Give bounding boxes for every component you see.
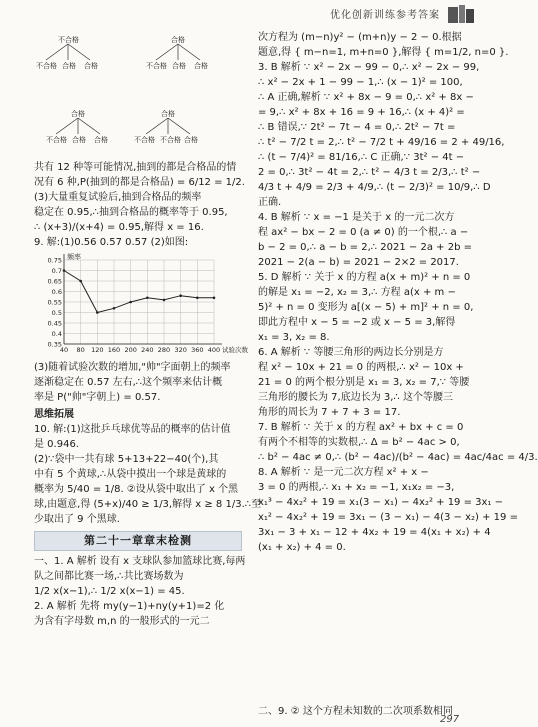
text-line: 题意,得 { m−n=1, m+n=0 },解得 { m=1/2, n=0 }. (258, 47, 509, 58)
text-line: ∴ (t − 7/4)² = 81/16,∴ C 正确,∵ 3t² − 4t − (258, 152, 465, 163)
book-logo-icon (446, 3, 476, 25)
y-tick-label: 0.35 (47, 340, 62, 349)
text-line: 一、1. A 解析 设有 x 支球队参加篮球比赛,每两 (34, 556, 246, 567)
text-line: 是 0.946. (34, 439, 79, 450)
text-line: 7. B 解析 ∵ 关于 x 的方程 ax² + bx + c = 0 (258, 422, 464, 433)
text-line: 率是 P("帅"字朝上) = 0.57. (34, 392, 161, 403)
tree-lines-2 (34, 108, 242, 160)
text-line: 的解是 x₁ = −2, x₂ = 3,∴ 方程 a(x + m − (258, 287, 456, 298)
text-line: 为含有字母数 m,n 的一般形式的一元二 (34, 616, 210, 627)
text-line: 中有 5 个黄球,∴从袋中摸出一个球是黄球的 (34, 469, 227, 480)
text-line: 4/3 t + 4/9 = 2/3 + 4/9,∴ (t − 2/3)² = 10/9,∴ D (258, 182, 491, 193)
tree2-child2: 合格 (172, 62, 186, 70)
section-heading: 思维拓展 (34, 409, 74, 420)
text-line: ∴ x² − 2x + 1 − 99 − 1,∴ (x − 1)² = 100, (258, 77, 463, 88)
text-line: (2)∵袋中一共有球 5+13+22−40(个),其 (34, 454, 219, 465)
data-point (163, 299, 166, 302)
text-line: 正确. (258, 197, 282, 208)
data-point (196, 297, 199, 300)
text-line: 3. B 解析 ∵ x² − 2x − 99 − 0,∴ x² − 2x − 99, (258, 62, 480, 73)
problem-9: 9. 解:(1)0.56 0.57 0.57 (2)如图: (34, 237, 189, 248)
text-line: 6. A 解析 ∵ 等腰三角形的两边长分别是方 (258, 347, 444, 358)
text-line: 次方程为 (m−n)y² − (m+n)y − 2 − 0.根据 (258, 32, 462, 43)
data-point (129, 301, 132, 304)
footer-line: 二、9. ② 这个方程未知数的二次项系数相同 (258, 706, 453, 717)
x-tick-label: 120 (91, 346, 104, 354)
problem-10: 10. 解:(1)这批乒乓球优等品的概率的估计值 (34, 424, 231, 435)
y-tick-label: 0.65 (47, 277, 62, 286)
x-tick-label: 280 (157, 346, 171, 354)
tree2-root: 合格 (171, 36, 185, 44)
text-line: ∴ A 正确,解析 ∵ x² + 8x − 9 = 0,∴ x² + 8x − (258, 92, 474, 103)
text-line: x₁³ − 4x₂² + 19 = x₁(3 − x₁) − 4x₂² + 19 = 3x₁ − (258, 497, 503, 508)
tree3-child3: 合格 (94, 136, 108, 144)
text-line: 1/2 x(x−1),∴ 1/2 x(x−1) = 45. (34, 586, 185, 597)
x-tick-label: 200 (124, 346, 137, 354)
text-line: (x₁ + x₂) + 4 = 0. (258, 542, 346, 553)
text-line: ∴ B 错误,∵ 2t² − 7t − 4 = 0,∴ 2t² − 7t = (258, 122, 456, 133)
y-tick-label: 0.6 (51, 288, 62, 296)
text-line: x₁ = 3, x₂ = 8. (258, 332, 330, 343)
text-line: 5)² + n = 0 变形为 a[(x − 5) + m]² + n = 0, (258, 302, 474, 313)
text-line: 即此方程中 x − 5 = −2 或 x − 5 = 3,解得 (258, 317, 456, 328)
tree1-child2: 合格 (62, 62, 76, 70)
x-tick-label: 400 (207, 346, 221, 354)
tree4-child1: 不合格 (134, 136, 155, 144)
text-line: ∴ b² − 4ac ≠ 0,∴ (b² − 4ac)/(b² − 4ac) = 4ac/4ac = 4/3. (258, 452, 538, 463)
tree4-child2: 不合格 (160, 136, 181, 144)
x-tick-label: 160 (107, 346, 121, 354)
data-point (63, 269, 66, 272)
page-header (0, 0, 486, 28)
x-tick-label: 360 (191, 346, 204, 354)
text-line: b − 2 = 0,∴ a − b = 2,∴ 2021 − 2a + 2b = (258, 242, 472, 253)
x-tick-label: 320 (174, 346, 187, 354)
text-line: 有两个不相等的实数根,∴ Δ = b² − 4ac > 0, (258, 437, 460, 448)
y-axis-label: 频率 (67, 253, 81, 261)
text-line: 程 ax² − bx − 2 = 0 (a ≠ 0) 的一个根,∴ a − (258, 227, 469, 238)
text-line: (3)随着试验次数的增加,"帅"字面朝上的频率 (34, 362, 231, 373)
text-line: (3)大量重复试验后,抽到合格品的频率 (34, 192, 202, 203)
text-line: 逐渐稳定在 0.57 左右,∴这个频率来估计概 (34, 377, 223, 388)
text-line: 程 x² − 10x + 21 = 0 的两根,∴ x² − 10x + (258, 362, 464, 373)
tree1-root: 不合格 (58, 36, 79, 44)
y-tick-label: 0.75 (47, 256, 62, 265)
data-point (113, 307, 116, 310)
text-line: x₁² − 4x₂² + 19 = 3x₁ − (3 − x₁) − 4(3 − x₂) + 19 = (258, 512, 518, 523)
tree2-child1: 不合格 (146, 62, 167, 70)
text-line: 角形的周长为 7 + 7 + 3 = 17. (258, 407, 401, 418)
text-line: 2021 − 2(a − b) = 2021 − 2×2 = 2017. (258, 257, 459, 268)
tree4-child3: 合格 (184, 136, 198, 144)
x-tick-label: 80 (76, 346, 85, 354)
x-axis-label: 试验次数 (222, 346, 248, 354)
data-point (79, 280, 82, 283)
text-line: 2. A 解析 先将 my(y−1)+ny(y+1)=2 化 (34, 601, 225, 612)
tree-diagram-bottom (34, 108, 242, 160)
data-point (96, 311, 99, 314)
y-tick-label: 0.55 (47, 298, 62, 307)
tree4-root: 合格 (161, 110, 175, 118)
y-tick-label: 0.7 (51, 267, 62, 275)
chapter-banner: 第二十一章章末检测 (34, 531, 242, 551)
tree1-child3: 合格 (84, 62, 98, 70)
data-point (179, 294, 182, 297)
tree2-child3: 合格 (194, 62, 208, 70)
y-tick-label: 0.5 (51, 309, 62, 317)
text-line: 5. D 解析 ∵ 关于 x 的方程 a(x + m)² + n = 0 (258, 272, 471, 283)
tree-diagram-top (34, 30, 242, 108)
tree3-root: 合格 (71, 110, 85, 118)
text-line: 4. B 解析 ∵ x = −1 是关于 x 的一元二次方 (258, 212, 455, 223)
text-line: 8. A 解析 ∵ 是一元二次方程 x² + x − (258, 467, 429, 478)
text-line: 球,由题意,得 (5+x)/40 ≥ 1/3,解得 x ≥ 8 1/3.∴至 (34, 499, 262, 510)
data-point (146, 297, 149, 300)
page-number: 297 (440, 714, 460, 725)
text-line: ∴ (x+3)/(x+4) = 0.95,解得 x = 16. (34, 222, 204, 233)
tree3-child2: 合格 (72, 136, 86, 144)
text-line: 况有 6 种,P(抽到的都是合格品) = 6/12 = 1/2. (34, 177, 245, 188)
text-line: 2 = 0,∴ 3t² − 4t = 2,∴ t² − 4/3 t = 2/3,∴ t² − (258, 167, 481, 178)
text-line: ∴ t² − 7/2 t = 2,∴ t² − 7/2 t + 49/16 = 2 + 49/16, (258, 137, 505, 148)
frequency-chart (40, 250, 248, 360)
text-line: = 9,∴ x² + 8x + 16 = 9 + 16,∴ (x + 4)² = (258, 107, 465, 118)
x-tick-label: 240 (141, 346, 154, 354)
tree3-child1: 不合格 (46, 136, 67, 144)
y-tick-label: 0.4 (51, 330, 62, 338)
y-tick-label: 0.45 (47, 319, 62, 328)
chart-svg (40, 250, 248, 360)
text-line: 概率为 5/40 = 1/8. ②设从袋中取出了 x 个黑 (34, 484, 239, 495)
x-tick-label: 40 (59, 346, 69, 354)
text-line: 共有 12 种等可能情况,抽到的都是合格品的情 (34, 162, 237, 173)
data-point (213, 297, 216, 300)
text-line: 队之间都比赛一场,∴共比赛场数为 (34, 571, 184, 582)
text-line: 少取出了 9 个黑球. (34, 514, 120, 525)
tree1-child1: 不合格 (36, 62, 57, 70)
header-title: 优化创新训练参考答案 (330, 10, 440, 21)
text-line: 21 = 0 的两个根分别是 x₁ = 3, x₂ = 7,∵ 等腰 (258, 377, 470, 388)
left-column (34, 30, 262, 629)
text-line: 三角形的腰长为 7,底边长为 3,∴ 这个等腰三 (258, 392, 453, 403)
text-line: 3 = 0 的两根,∴ x₁ + x₂ = −1, x₁x₂ = −3, (258, 482, 455, 493)
text-line: 3x₁ − 3 + x₁ − 12 + 4x₂ + 19 = 4(x₁ + x₂) + 4 (258, 527, 491, 538)
text-line: 稳定在 0.95,∴抽到合格品的概率等于 0.95, (34, 207, 228, 218)
right-column (258, 30, 538, 555)
